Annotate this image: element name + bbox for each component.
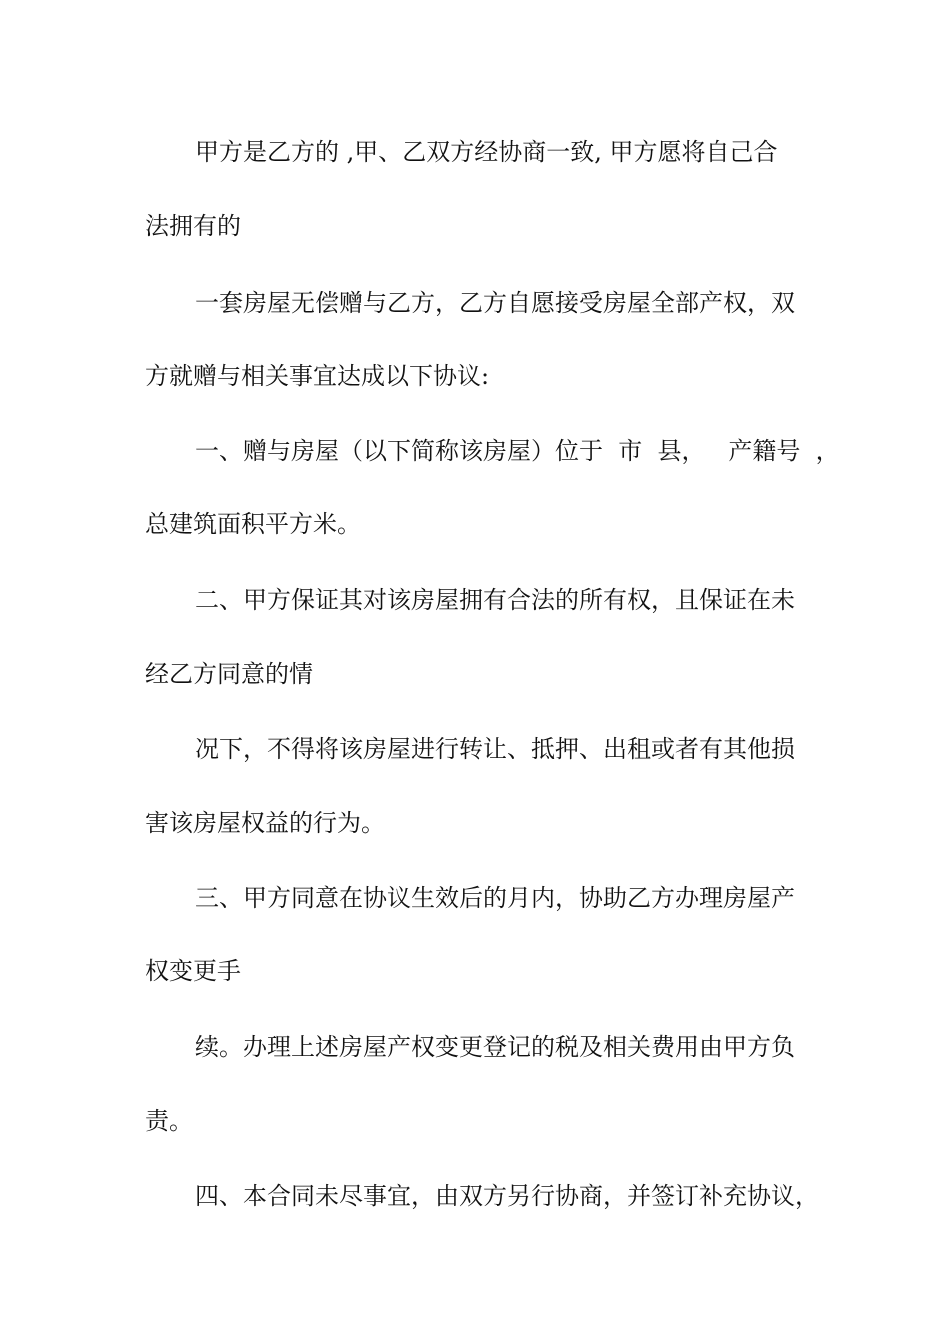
paragraph-line: 况下，不得将该房屋进行转让、抵押、出租或者有其他损 [195, 735, 795, 763]
paragraph-line: 总建筑面积平方米。 [145, 510, 361, 538]
paragraph-line: 二、甲方保证其对该房屋拥有合法的所有权，且保证在未 [195, 586, 795, 614]
paragraph-line: 权变更手 [145, 957, 241, 985]
paragraph-line: 经乙方同意的情 [145, 660, 313, 688]
paragraph-line: 责。 [145, 1107, 193, 1135]
paragraph-line: 三、甲方同意在协议生效后的月内，协助乙方办理房屋产 [195, 884, 795, 912]
paragraph-line: 一套房屋无偿赠与乙方，乙方自愿接受房屋全部产权，双 [195, 289, 795, 317]
paragraph-line: 四、本合同未尽事宜，由双方另行协商，并签订补充协议， [195, 1182, 819, 1210]
paragraph-line: 续。办理上述房屋产权变更登记的税及相关费用由甲方负 [195, 1033, 795, 1061]
paragraph-line: 害该房屋权益的行为。 [145, 809, 385, 837]
paragraph-line: 甲方是乙方的 ,甲、乙双方经协商一致, 甲方愿将自己合 [195, 138, 778, 166]
paragraph-line: 方就赠与相关事宜达成以下协议: [145, 362, 490, 390]
paragraph-line: 一、赠与房屋（以下简称该房屋）位于 市 县， 产籍号 ， [195, 437, 840, 465]
paragraph-line: 法拥有的 [145, 212, 241, 240]
